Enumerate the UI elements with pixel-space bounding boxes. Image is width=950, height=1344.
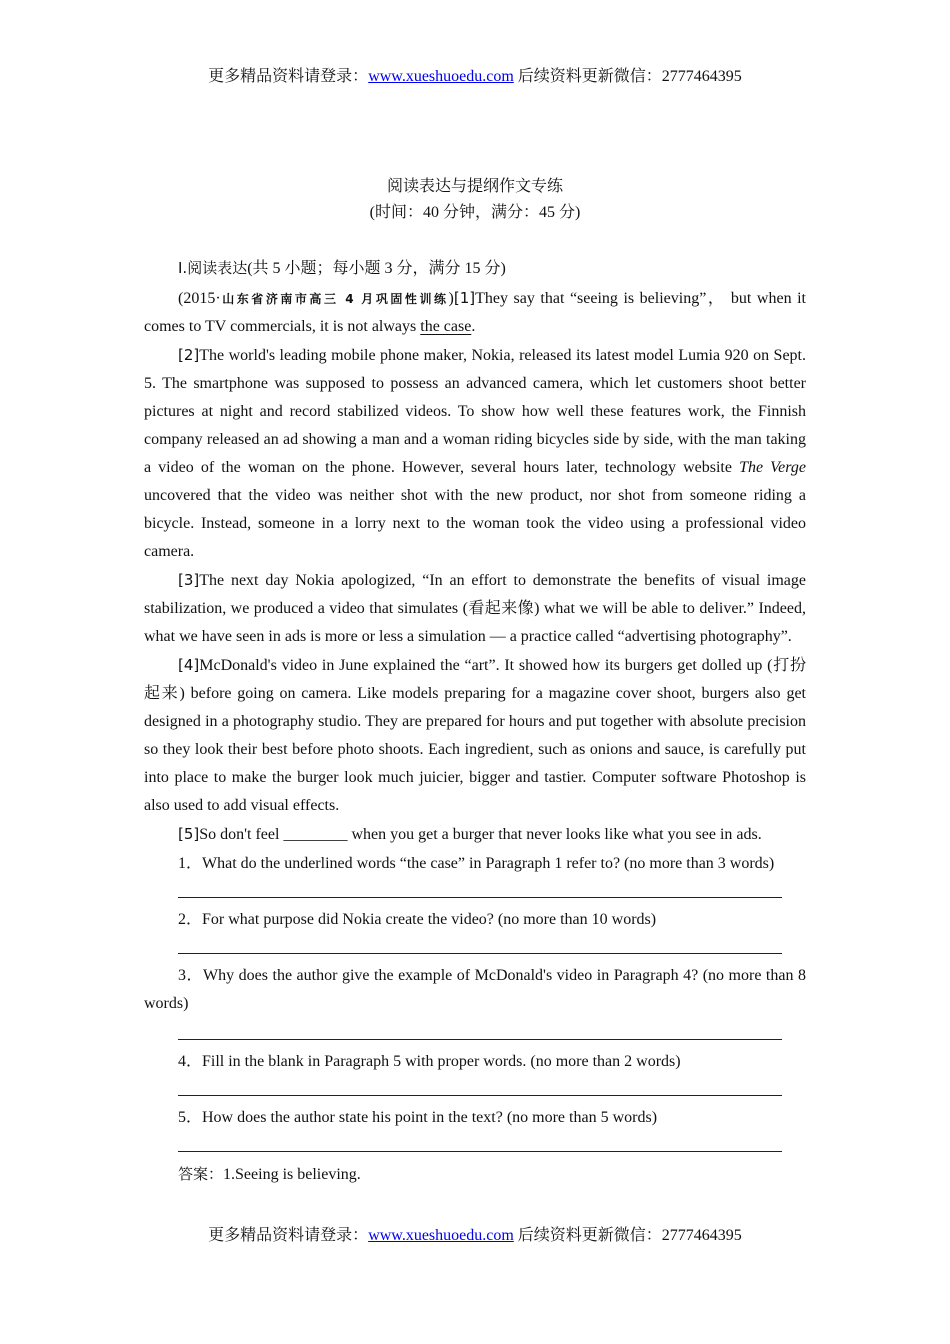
- question-2: 2．For what purpose did Nokia create the video? (no more than 10 words): [178, 911, 657, 928]
- paragraph-1: [144, 284, 806, 341]
- paragraph-end: .: [471, 318, 476, 335]
- paragraph-text: McDonald's video in June explained the “art”. It showed how its burgers get dolled up (打扮起来) before going on camera. Like models preparing for a magazine cover shoot, burgers also get designed in a photography studio. They are prepared for hours and put together with absolute precision so they look their best before photo shoots. Each ingredient, such as onions and sauce, is carefully put into place to make the burger look much juicier, bigger and tastier. Computer software Photoshop is also used to add visual effects.: [144, 657, 806, 814]
- answer-label: 答案：: [178, 1165, 224, 1183]
- paragraph-text: uncovered that the video was neither shot with the new product, nor shot from someone riding a bicycle. Instead, someone in a lorry next to the woman took the video using a professional video camera.: [144, 487, 806, 560]
- page-footer: [0, 1226, 950, 1246]
- paragraph-number: [3]: [178, 571, 200, 589]
- italic-title: The Verge: [739, 459, 806, 476]
- paragraph-4: [144, 651, 806, 820]
- answer-line[interactable]: [178, 1076, 782, 1096]
- document-subtitle: (时间：40 分钟，满分：45 分): [369, 204, 581, 221]
- question-3: 3．Why does the author give the example of McDonald's video in Paragraph 4? (no more than 8 words): [144, 967, 806, 1012]
- header-prefix: 更多精品资料请登录：: [208, 68, 369, 85]
- answer-line[interactable]: [178, 878, 782, 898]
- underlined-phrase: the case: [420, 318, 472, 335]
- footer-prefix: 更多精品资料请登录：: [208, 1227, 369, 1244]
- footer-suffix: 后续资料更新微信：2777464395: [513, 1227, 742, 1244]
- document-body: [144, 254, 806, 1189]
- section-heading: [144, 254, 806, 283]
- source-text: 山东省济南市高三 4 月巩固性训练: [220, 292, 449, 306]
- question-4: 4．Fill in the blank in Paragraph 5 with proper words. (no more than 2 words): [178, 1053, 681, 1070]
- paragraph-text: So don't feel ________ when you get a burger that never looks like what you see in ads.: [199, 826, 762, 843]
- answer-line[interactable]: [178, 934, 782, 954]
- paragraph-text: The world's leading mobile phone maker, Nokia, released its latest model Lumia 920 on Sept. 5. The smartphone was supposed to possess an advanced camera, which let customers shoot better pictures at night and record stabilized videos. To show how well these features work, the Finnish company released an ad showing a man and a woman riding bicycles side by side, with the man taking a video of the woman on the phone. However, several hours later, technology website: [144, 347, 806, 476]
- footer-link[interactable]: www.xueshuoedu.com: [368, 1227, 514, 1244]
- paragraph-3: [144, 566, 806, 651]
- paragraph-text: They say that “seeing is believing”， but when it comes to TV commercials, it is not always: [144, 290, 806, 335]
- paragraph-2: [144, 341, 806, 566]
- paragraph-number: [1]: [453, 289, 476, 307]
- section-info: (共 5 小题；每小题 3 分，满分 15 分): [247, 260, 506, 277]
- question-1: 1．What do the underlined words “the case” in Paragraph 1 refer to? (no more than 3 words): [178, 855, 775, 872]
- document-title: 阅读表达与提纲作文专练: [386, 178, 563, 195]
- page-header: [0, 67, 950, 87]
- header-link[interactable]: www.xueshuoedu.com: [368, 68, 514, 85]
- paragraph-text: The next day Nokia apologized, “In an effort to demonstrate the benefits of visual image stabilization, we produced a video that simulates (看起来像) what we will be able to deliver.” Indeed, what we have seen in ads is more or less a simulation — a practice called “advertising photography”.: [144, 572, 806, 645]
- answer: [144, 1160, 806, 1189]
- paragraph-number: [4]: [178, 656, 200, 674]
- answer-text: 1.Seeing is believing.: [223, 1166, 361, 1183]
- answer-line[interactable]: [178, 1132, 782, 1152]
- source-prefix: (2015·: [178, 290, 221, 307]
- section-label: Ⅰ.阅读表达: [178, 259, 248, 277]
- answer-line[interactable]: [178, 1020, 782, 1040]
- question-5: 5．How does the author state his point in the text? (no more than 5 words): [178, 1109, 658, 1126]
- source-suffix: ): [448, 290, 454, 307]
- paragraph-5: [144, 820, 806, 849]
- paragraph-number: [5]: [178, 825, 200, 843]
- paragraph-number: [2]: [178, 346, 200, 364]
- header-suffix: 后续资料更新微信：2777464395: [513, 68, 742, 85]
